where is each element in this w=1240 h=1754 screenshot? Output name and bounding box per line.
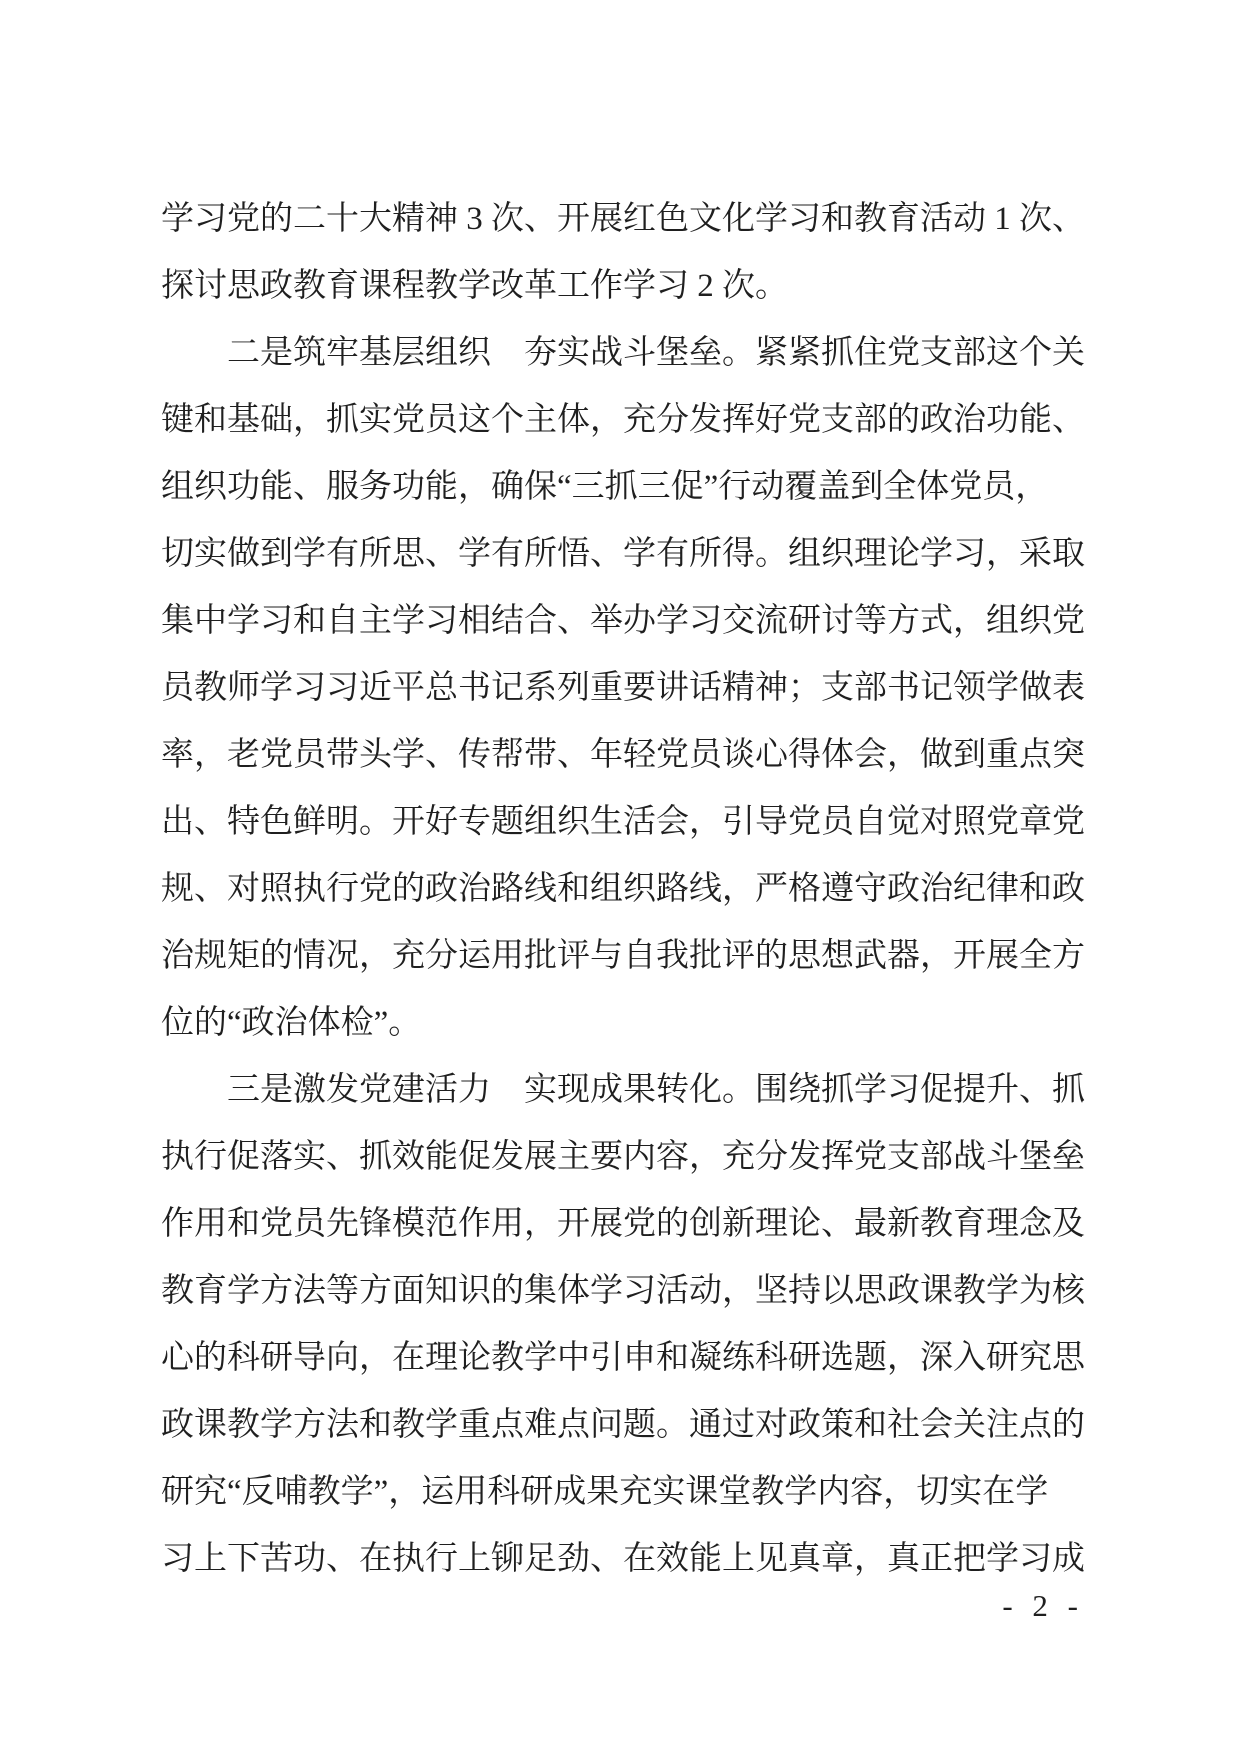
- text-line: 治规矩的情况，充分运用批评与自我批评的思想武器，开展全方: [161, 938, 1085, 974]
- text-line: 研究“反哺教学”，运用科研成果充实课堂教学内容，切实在学: [161, 1474, 1049, 1510]
- page-number: - 2 -: [1002, 1588, 1084, 1623]
- text-line: 三是激发党建活力 实现成果转化。围绕抓学习促提升、抓: [227, 1072, 1085, 1108]
- text-line: 探讨思政教育课程教学改革工作学习 2 次。: [161, 268, 788, 304]
- text-line: 集中学习和自主学习相结合、举办学习交流研讨等方式，组织党: [161, 603, 1085, 639]
- text-line: 习上下苦功、在执行上铆足劲、在效能上见真章，真正把学习成: [161, 1541, 1085, 1577]
- text-line: 键和基础，抓实党员这个主体，充分发挥好党支部的政治功能、: [161, 402, 1085, 438]
- text-line: 规、对照执行党的政治路线和组织路线，严格遵守政治纪律和政: [161, 871, 1085, 907]
- text-line: 率，老党员带头学、传帮带、年轻党员谈心得体会，做到重点突: [161, 737, 1085, 773]
- text-line: 切实做到学有所思、学有所悟、学有所得。组织理论学习，采取: [161, 536, 1085, 572]
- text-block: [161, 186, 1087, 1593]
- text-line: 学习党的二十大精神 3 次、开展红色文化学习和教育活动 1 次、: [161, 201, 1085, 237]
- text-line: 二是筑牢基层组织 夯实战斗堡垒。紧紧抓住党支部这个关: [227, 335, 1085, 371]
- text-line: 心的科研导向，在理论教学中引申和凝练科研选题，深入研究思: [161, 1340, 1085, 1376]
- text-line: 政课教学方法和教学重点难点问题。通过对政策和社会关注点的: [161, 1407, 1085, 1443]
- text-line: 执行促落实、抓效能促发展主要内容，充分发挥党支部战斗堡垒: [161, 1139, 1085, 1175]
- text-line: 位的“政治体检”。: [161, 1005, 422, 1041]
- text-line: 教育学方法等方面知识的集体学习活动，坚持以思政课教学为核: [161, 1273, 1085, 1309]
- text-line: 出、特色鲜明。开好专题组织生活会，引导党员自觉对照党章党: [161, 804, 1085, 840]
- text-line: 作用和党员先锋模范作用，开展党的创新理论、最新教育理念及: [161, 1206, 1085, 1242]
- text-line: 员教师学习习近平总书记系列重要讲话精神；支部书记领学做表: [161, 670, 1085, 706]
- text-line: 组织功能、服务功能，确保“三抓三促”行动覆盖到全体党员，: [161, 469, 1049, 505]
